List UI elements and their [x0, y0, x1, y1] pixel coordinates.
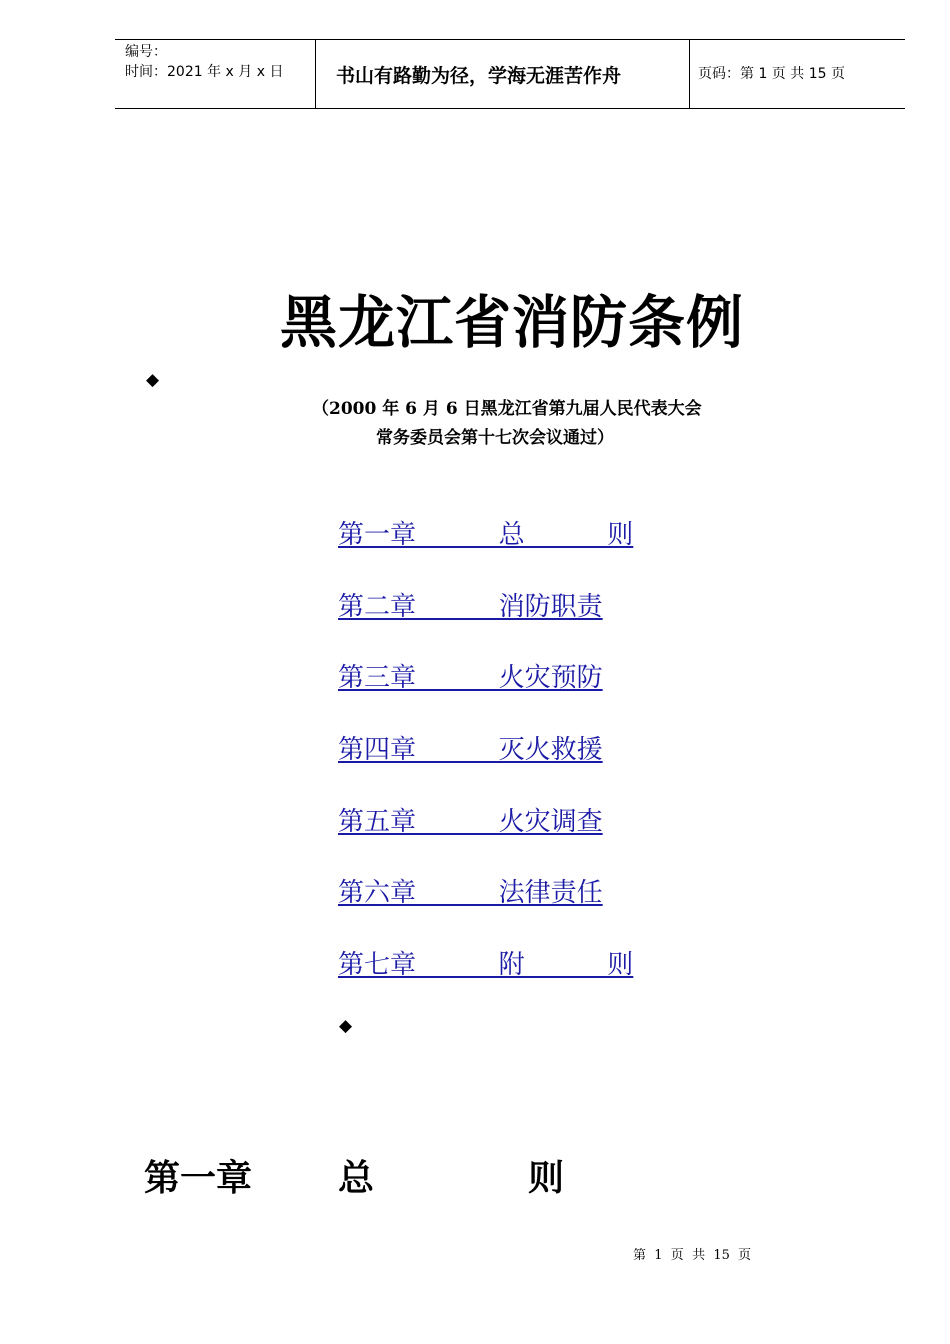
toc-link-chapter-4[interactable]: 第四章 灭火救援: [338, 735, 603, 766]
toc-link-chapter-5[interactable]: 第五章 火灾调查: [338, 806, 603, 837]
toc-item: [338, 589, 758, 625]
diamond-bullet-icon: ◆: [146, 370, 160, 390]
document-number-label: 编号：: [125, 44, 167, 60]
toc-link-chapter-6[interactable]: 第六章 法律责任: [338, 878, 603, 909]
chapter-heading-title-part-2: 则: [528, 1157, 565, 1199]
toc-link-chapter-1[interactable]: 第一章 总 则: [338, 520, 634, 550]
toc-link-chapter-3[interactable]: 第三章 火灾预防: [338, 663, 603, 694]
header-page-cell: [690, 40, 905, 108]
header-page-number: 页码：第 1 页 共 15 页: [698, 66, 845, 82]
toc-item: [338, 732, 758, 768]
toc-item: [338, 804, 758, 840]
toc-item: [338, 660, 758, 696]
toc-item: [338, 517, 758, 553]
chapter-heading-number: 第一章: [144, 1157, 253, 1199]
toc-link-chapter-2[interactable]: 第二章 消防职责: [338, 591, 603, 622]
page-header: [115, 39, 905, 109]
header-motto: 书山有路勤为径，学海无涯苦作舟: [336, 65, 622, 87]
footer-page-number: 第 1 页 共 15 页: [633, 1248, 752, 1263]
diamond-bullet-icon: ◆: [339, 1016, 353, 1036]
document-subtitle-line-1: （2000 年 6 月 6 日黑龙江省第九届人民代表大会: [312, 399, 702, 419]
toc-link-chapter-7[interactable]: 第七章 附 则: [338, 950, 634, 981]
document-date-label: 时间：2021 年 x 月 x 日: [125, 64, 284, 80]
document-subtitle-line-2: 常务委员会第十七次会议通过）: [376, 428, 614, 448]
header-motto-cell: [316, 40, 690, 108]
toc-item: [338, 875, 758, 911]
header-info-cell: [115, 40, 316, 108]
toc-item: [338, 947, 758, 983]
chapter-heading-title-part-1: 总: [338, 1157, 375, 1199]
document-title: 黑龙江省消防条例: [280, 290, 744, 356]
table-of-contents: [338, 517, 758, 1019]
